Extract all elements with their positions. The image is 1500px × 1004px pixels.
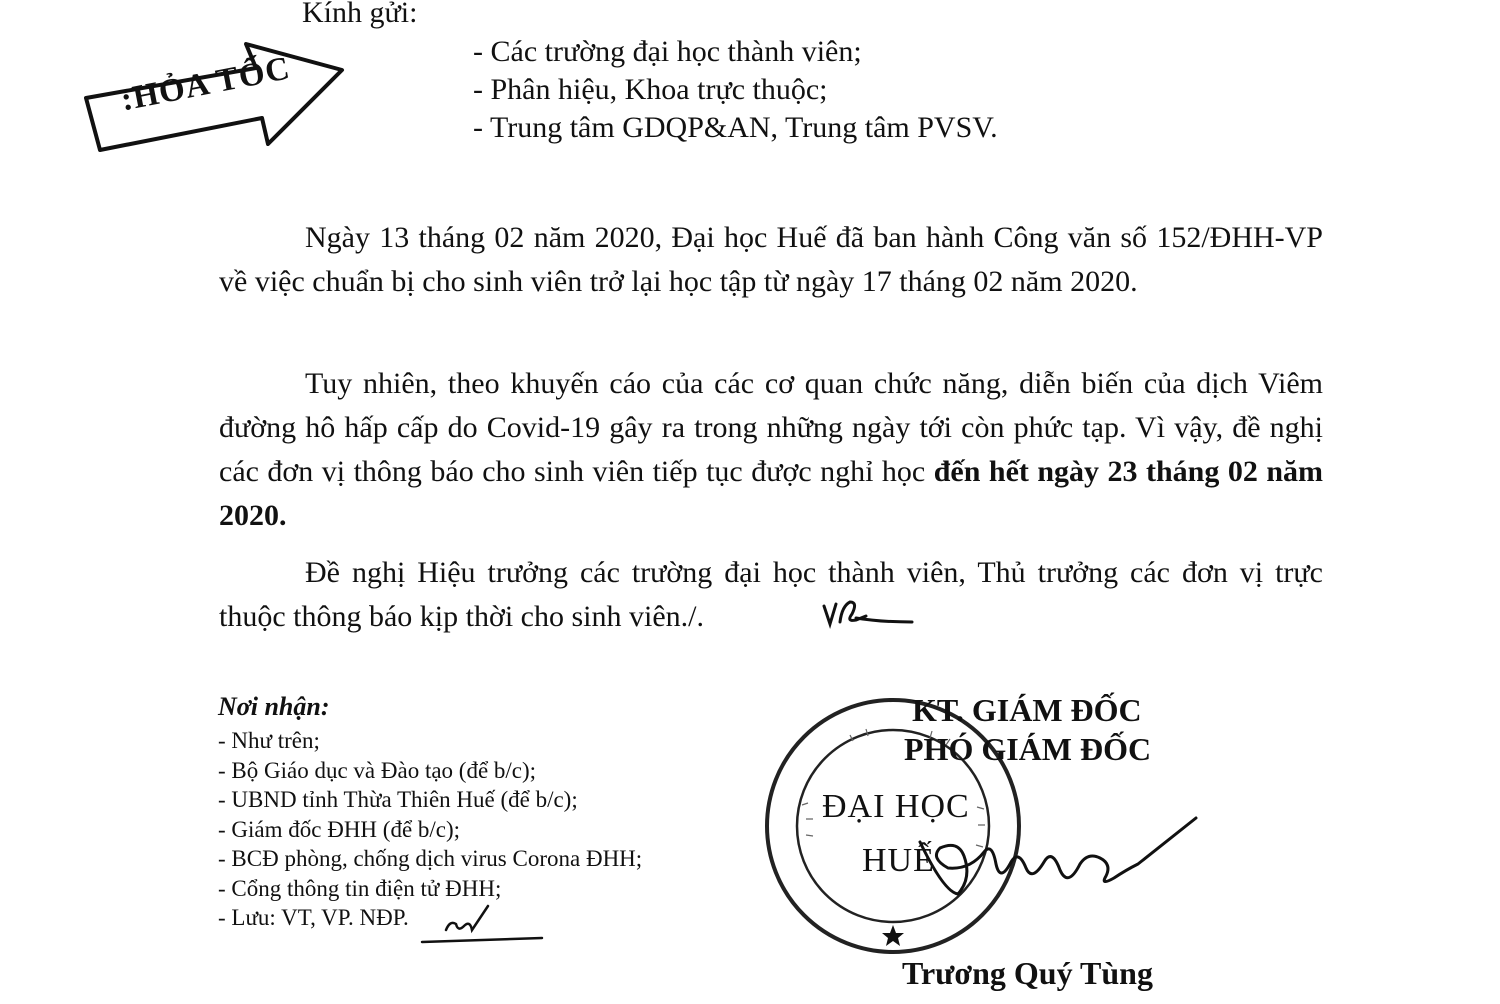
initials-mark-icon: [418, 900, 548, 950]
seal-text-line1: ĐẠI HỌC: [822, 788, 970, 825]
paragraph-text: [219, 362, 1323, 538]
signature-title: KT. GIÁM ĐỐC: [912, 692, 1142, 728]
urgent-stamp-label: :HỎA TỐC: [118, 50, 294, 119]
distribution-title: Nơi nhận:: [218, 692, 330, 721]
distribution-item: - Giám đốc ĐHH (để b/c);: [218, 816, 461, 842]
seal-text-line2: HUẾ: [862, 842, 935, 879]
distribution-item: - UBND tỉnh Thừa Thiên Huế (để b/c);: [218, 787, 578, 812]
paragraph-text: Đề nghị Hiệu trưởng các trường đại học thành viên, Thủ trưởng các đơn vị trực thuộc thông báo kịp thời cho sinh viên./.: [219, 556, 1323, 633]
paragraph-text-bold: đến hết ngày 23 tháng 02 năm 2020.: [219, 455, 1323, 532]
body-paragraph-2: [219, 362, 1323, 538]
recipient-item: - Phân hiệu, Khoa trực thuộc;: [473, 73, 828, 106]
recipient-item: - Trung tâm GDQP&AN, Trung tâm PVSV.: [473, 111, 998, 144]
distribution-item: - BCĐ phòng, chống dịch virus Corona ĐHH;: [218, 846, 643, 871]
distribution-item: - Bộ Giáo dục và Đào tạo (để b/c);: [218, 757, 537, 783]
recipient-item: - Các trường đại học thành viên;: [473, 35, 862, 68]
body-paragraph-1: [219, 216, 1323, 304]
paragraph-text-regular: Tuy nhiên, theo khuyến cáo của các cơ quan chức năng, diễn biến của dịch Viêm đường hô hấp cấp do Covid-19 gây ra trong những ngày tới còn phức tạp. Vì vậy, đề nghị các đơn vị thông báo cho sinh viên tiếp tục được nghỉ học: [219, 367, 1323, 488]
recipient-list: [473, 33, 998, 147]
distribution-item: - Cổng thông tin điện tử ĐHH;: [218, 875, 502, 901]
distribution-item: - Lưu: VT, VP. NĐP.: [218, 905, 409, 930]
initials-mark-icon: [820, 594, 920, 634]
distribution-item: - Như trên;: [218, 728, 320, 753]
signature-subtitle: PHÓ GIÁM ĐỐC: [904, 731, 1152, 767]
greeting-label: Kính gửi:: [302, 0, 418, 29]
handwritten-signature-icon: [900, 812, 1205, 912]
paragraph-text: Ngày 13 tháng 02 năm 2020, Đại học Huế đã ban hành Công văn số 152/ĐHH-VP về việc chuẩn bị cho sinh viên trở lại học tập từ ngày 17 tháng 02 năm 2020.: [219, 221, 1323, 298]
signer-name: Trương Quý Tùng: [902, 955, 1153, 991]
body-paragraph-3: [219, 551, 1323, 639]
